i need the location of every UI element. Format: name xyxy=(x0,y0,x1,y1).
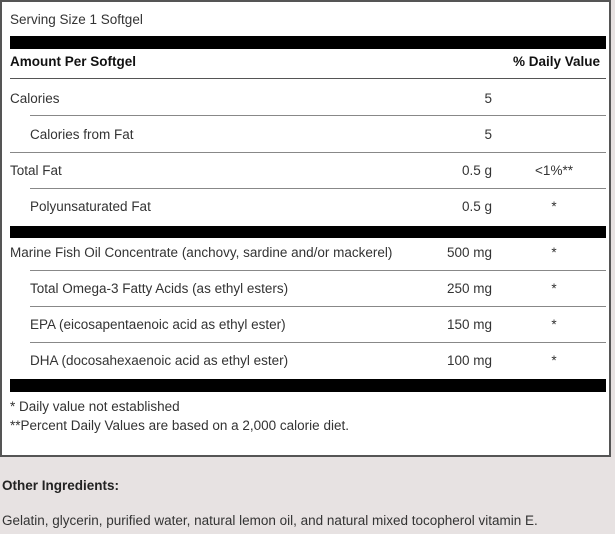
thick-divider-top xyxy=(10,36,606,49)
nutrient-amount: 5 xyxy=(484,91,492,106)
footnote-percent-basis: **Percent Daily Values are based on a 2,000 calorie diet. xyxy=(10,418,349,433)
other-ingredients-title: Other Ingredients: xyxy=(2,478,120,493)
divider xyxy=(30,306,606,307)
nutrient-name: DHA (docosahexaenoic acid as ethyl ester) xyxy=(30,353,289,368)
nutrient-name: Marine Fish Oil Concentrate (anchovy, sardine and/or mackerel) xyxy=(10,245,393,260)
nutrient-amount: 100 mg xyxy=(446,353,492,368)
divider xyxy=(30,270,606,271)
nutrient-dv: <1%** xyxy=(535,163,573,178)
serving-size: Serving Size 1 Softgel xyxy=(10,12,143,27)
nutrient-amount: 0.5 g xyxy=(461,163,492,178)
nutrient-name: Polyunsaturated Fat xyxy=(30,199,151,214)
footnote-daily-value: * Daily value not established xyxy=(10,399,180,414)
nutrient-dv: * xyxy=(551,199,557,214)
nutrient-name: Total Omega-3 Fatty Acids (as ethyl esters) xyxy=(30,281,289,296)
nutrient-dv: * xyxy=(551,317,557,332)
nutrient-amount: 150 mg xyxy=(446,317,492,332)
nutrient-dv: * xyxy=(551,281,557,296)
nutrient-amount: 250 mg xyxy=(446,281,492,296)
nutrient-amount: 500 mg xyxy=(446,245,492,260)
divider xyxy=(10,152,606,153)
nutrient-name: Total Fat xyxy=(10,163,62,178)
divider xyxy=(30,115,606,116)
daily-value-header: % Daily Value xyxy=(512,54,600,69)
nutrient-name: EPA (eicosapentaenoic acid as ethyl ester) xyxy=(30,317,286,332)
amount-header: Amount Per Softgel xyxy=(10,54,137,69)
nutrient-amount: 0.5 g xyxy=(461,199,492,214)
divider xyxy=(30,188,606,189)
divider xyxy=(10,78,606,79)
thick-divider-bottom xyxy=(10,379,606,392)
nutrient-amount: 5 xyxy=(484,127,492,142)
thick-divider-middle xyxy=(10,226,606,238)
nutrient-name: Calories from Fat xyxy=(30,127,134,142)
nutrient-dv: * xyxy=(551,353,557,368)
nutrient-dv: * xyxy=(551,245,557,260)
other-ingredients-text: Gelatin, glycerin, purified water, natural lemon oil, and natural mixed tocopherol vitamin E. xyxy=(2,513,538,528)
nutrient-name: Calories xyxy=(10,91,60,106)
divider xyxy=(30,342,606,343)
